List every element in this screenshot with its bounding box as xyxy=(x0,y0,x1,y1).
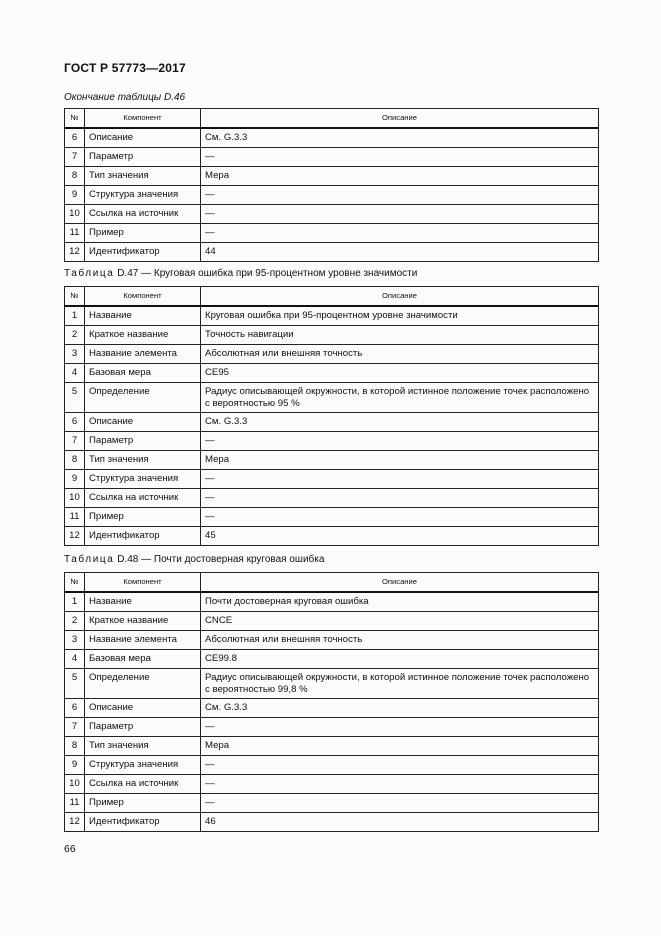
description-cell: — xyxy=(201,223,599,242)
row-number: 8 xyxy=(65,736,85,755)
description-cell: — xyxy=(201,431,599,450)
description-cell: — xyxy=(201,507,599,526)
component-cell: Структура значения xyxy=(85,755,201,774)
component-cell: Параметр xyxy=(85,147,201,166)
description-cell: — xyxy=(201,774,599,793)
table-d46-caption: Окончание таблицы D.46 xyxy=(64,92,186,103)
component-cell: Ссылка на источник xyxy=(85,488,201,507)
description-cell: — xyxy=(201,755,599,774)
description-cell: — xyxy=(201,147,599,166)
table-row xyxy=(65,242,599,261)
row-number: 2 xyxy=(65,325,85,344)
row-number: 11 xyxy=(65,507,85,526)
table-row xyxy=(65,592,599,611)
column-header-component: Компонент xyxy=(85,573,201,593)
description-cell: Круговая ошибка при 95-процентном уровне значимости xyxy=(201,306,599,325)
row-number: 8 xyxy=(65,166,85,185)
table-row xyxy=(65,526,599,545)
row-number: 4 xyxy=(65,649,85,668)
row-number: 5 xyxy=(65,382,85,412)
row-number: 1 xyxy=(65,592,85,611)
component-cell: Название xyxy=(85,306,201,325)
description-cell: — xyxy=(201,717,599,736)
row-number: 8 xyxy=(65,450,85,469)
table-row xyxy=(65,431,599,450)
caption-title: D.48 — Почти достоверная круговая ошибка xyxy=(117,554,325,565)
description-cell: Мера xyxy=(201,450,599,469)
row-number: 11 xyxy=(65,793,85,812)
row-number: 6 xyxy=(65,412,85,431)
component-cell: Идентификатор xyxy=(85,242,201,261)
row-number: 7 xyxy=(65,147,85,166)
table-row xyxy=(65,306,599,325)
row-number: 10 xyxy=(65,204,85,223)
column-header-number: № xyxy=(65,287,85,307)
component-cell: Название xyxy=(85,592,201,611)
component-cell: Структура значения xyxy=(85,469,201,488)
description-cell: 45 xyxy=(201,526,599,545)
component-cell: Название элемента xyxy=(85,344,201,363)
table-row xyxy=(65,412,599,431)
table-row xyxy=(65,325,599,344)
component-cell: Идентификатор xyxy=(85,526,201,545)
description-cell: 46 xyxy=(201,812,599,831)
table-d47 xyxy=(64,286,599,546)
description-cell: 44 xyxy=(201,242,599,261)
table-row xyxy=(65,507,599,526)
column-header-number: № xyxy=(65,109,85,129)
description-cell: Радиус описывающей окружности, в которой истинное положение точек расположено с вероятностью 95 % xyxy=(201,382,599,412)
row-number: 11 xyxy=(65,223,85,242)
document-code: ГОСТ Р 57773—2017 xyxy=(64,61,186,75)
component-cell: Пример xyxy=(85,507,201,526)
description-cell: Абсолютная или внешняя точность xyxy=(201,344,599,363)
table-row xyxy=(65,630,599,649)
description-cell: Радиус описывающей окружности, в которой истинное положение точек расположено с вероятностью 99,8 % xyxy=(201,668,599,698)
description-cell: — xyxy=(201,488,599,507)
column-header-component: Компонент xyxy=(85,109,201,129)
description-cell: Почти достоверная круговая ошибка xyxy=(201,592,599,611)
row-number: 12 xyxy=(65,526,85,545)
row-number: 12 xyxy=(65,812,85,831)
component-cell: Определение xyxy=(85,668,201,698)
caption-label: Таблица xyxy=(64,268,115,279)
component-cell: Краткое название xyxy=(85,611,201,630)
component-cell: Тип значения xyxy=(85,166,201,185)
component-cell: Тип значения xyxy=(85,736,201,755)
description-cell: Мера xyxy=(201,736,599,755)
table-row xyxy=(65,128,599,147)
column-header-description: Описание xyxy=(201,573,599,593)
component-cell: Параметр xyxy=(85,717,201,736)
component-cell: Пример xyxy=(85,223,201,242)
row-number: 10 xyxy=(65,488,85,507)
column-header-component: Компонент xyxy=(85,287,201,307)
row-number: 3 xyxy=(65,630,85,649)
row-number: 7 xyxy=(65,717,85,736)
description-cell: См. G.3.3 xyxy=(201,128,599,147)
component-cell: Описание xyxy=(85,698,201,717)
column-header-number: № xyxy=(65,573,85,593)
page-number: 66 xyxy=(64,843,76,855)
table-row xyxy=(65,717,599,736)
description-cell: — xyxy=(201,469,599,488)
description-cell: — xyxy=(201,185,599,204)
description-cell: См. G.3.3 xyxy=(201,412,599,431)
table-d48-caption xyxy=(64,554,324,565)
table-row xyxy=(65,736,599,755)
row-number: 5 xyxy=(65,668,85,698)
component-cell: Базовая мера xyxy=(85,649,201,668)
description-cell: CE99.8 xyxy=(201,649,599,668)
table-row xyxy=(65,382,599,412)
table-row xyxy=(65,488,599,507)
table-d47-caption xyxy=(64,268,417,279)
table-row xyxy=(65,147,599,166)
row-number: 9 xyxy=(65,469,85,488)
column-header-description: Описание xyxy=(201,109,599,129)
table-row xyxy=(65,774,599,793)
component-cell: Название элемента xyxy=(85,630,201,649)
table-row xyxy=(65,611,599,630)
table-row xyxy=(65,223,599,242)
table-row xyxy=(65,668,599,698)
caption-title: D.47 — Круговая ошибка при 95-процентном уровне значимости xyxy=(117,268,418,279)
component-cell: Базовая мера xyxy=(85,363,201,382)
description-cell: Мера xyxy=(201,166,599,185)
table-row xyxy=(65,185,599,204)
table-d46 xyxy=(64,108,599,262)
component-cell: Описание xyxy=(85,412,201,431)
table-d48 xyxy=(64,572,599,832)
component-cell: Описание xyxy=(85,128,201,147)
table-row xyxy=(65,363,599,382)
description-cell: См. G.3.3 xyxy=(201,698,599,717)
table-row xyxy=(65,344,599,363)
row-number: 10 xyxy=(65,774,85,793)
table-row xyxy=(65,166,599,185)
component-cell: Краткое название xyxy=(85,325,201,344)
table-row xyxy=(65,793,599,812)
table-row xyxy=(65,649,599,668)
row-number: 9 xyxy=(65,755,85,774)
row-number: 4 xyxy=(65,363,85,382)
row-number: 12 xyxy=(65,242,85,261)
row-number: 6 xyxy=(65,698,85,717)
description-cell: — xyxy=(201,204,599,223)
component-cell: Параметр xyxy=(85,431,201,450)
component-cell: Тип значения xyxy=(85,450,201,469)
description-cell: CNCE xyxy=(201,611,599,630)
description-cell: — xyxy=(201,793,599,812)
row-number: 6 xyxy=(65,128,85,147)
component-cell: Пример xyxy=(85,793,201,812)
caption-label: Таблица xyxy=(64,554,115,565)
row-number: 7 xyxy=(65,431,85,450)
table-row xyxy=(65,698,599,717)
row-number: 3 xyxy=(65,344,85,363)
description-cell: Абсолютная или внешняя точность xyxy=(201,630,599,649)
table-row xyxy=(65,450,599,469)
component-cell: Ссылка на источник xyxy=(85,204,201,223)
table-row xyxy=(65,204,599,223)
component-cell: Идентификатор xyxy=(85,812,201,831)
component-cell: Определение xyxy=(85,382,201,412)
component-cell: Ссылка на источник xyxy=(85,774,201,793)
column-header-description: Описание xyxy=(201,287,599,307)
table-row xyxy=(65,469,599,488)
table-row xyxy=(65,812,599,831)
description-cell: CE95 xyxy=(201,363,599,382)
component-cell: Структура значения xyxy=(85,185,201,204)
row-number: 9 xyxy=(65,185,85,204)
description-cell: Точность навигации xyxy=(201,325,599,344)
row-number: 2 xyxy=(65,611,85,630)
row-number: 1 xyxy=(65,306,85,325)
table-row xyxy=(65,755,599,774)
